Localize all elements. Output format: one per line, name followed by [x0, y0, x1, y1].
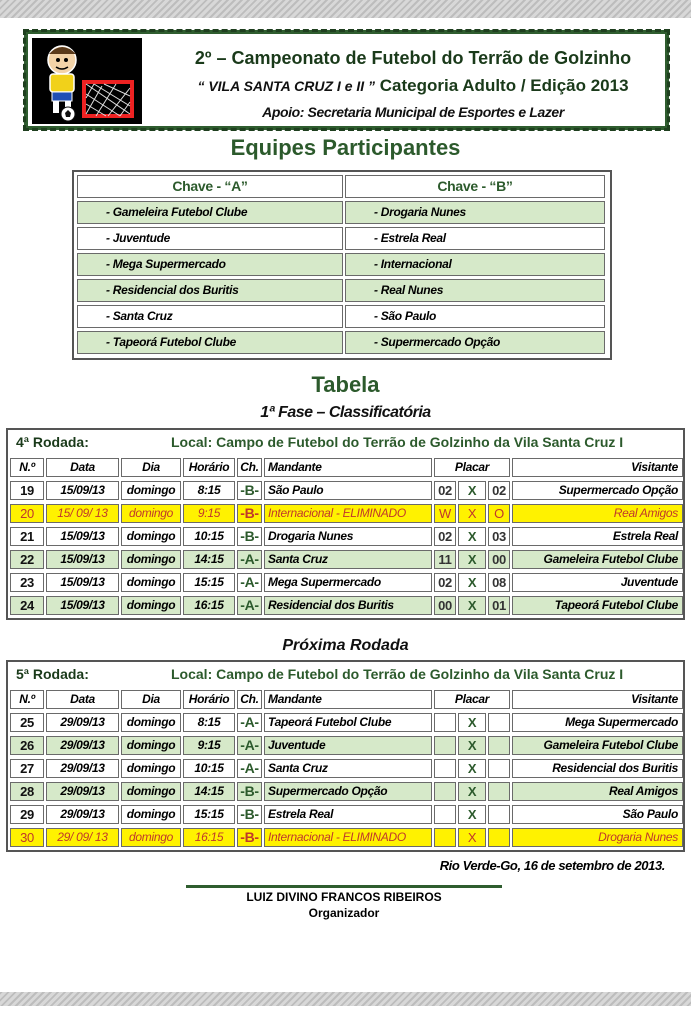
header-dia: Dia [121, 458, 181, 477]
header-ch: Ch. [237, 458, 262, 477]
cell-num: 19 [10, 481, 44, 500]
cell-ch: -B- [237, 527, 262, 546]
cell-hora: 8:15 [183, 713, 235, 732]
cell-s1: W [434, 504, 456, 523]
bottom-border-band [0, 992, 691, 1006]
team-a-3: - Mega Supermercado [77, 253, 343, 276]
header-visitante: Visitante [512, 690, 683, 709]
cell-visitante: Real Amigos [512, 782, 683, 801]
rodada-5-table [6, 660, 685, 852]
chave-a-header: Chave - “A” [77, 175, 343, 198]
cell-ch: -B- [237, 805, 262, 824]
team-a-6: - Tapeorá Futebol Clube [77, 331, 343, 354]
cell-visitante: Gameleira Futebol Clube [512, 550, 683, 569]
cell-data: 29/09/13 [46, 759, 119, 778]
cell-mandante: Supermercado Opção [264, 782, 432, 801]
cell-s2 [488, 828, 510, 847]
cell-mandante: Internacional - ELIMINADO [264, 504, 432, 523]
cell-num: 22 [10, 550, 44, 569]
cell-s1 [434, 805, 456, 824]
team-b-2: - Estrela Real [345, 227, 605, 250]
cell-x: X [458, 527, 486, 546]
support-line: Apoio: Secretaria Municipal de Esportes e Lazer [262, 104, 564, 120]
cell-visitante: Tapeorá Futebol Clube [512, 596, 683, 615]
cell-dia: domingo [121, 504, 181, 523]
cell-num: 20 [10, 504, 44, 523]
header-data: Data [46, 690, 119, 709]
cell-data: 15/09/13 [46, 550, 119, 569]
cell-s2 [488, 782, 510, 801]
cell-s1 [434, 828, 456, 847]
cell-x: X [458, 573, 486, 592]
cell-mandante: Drogaria Nunes [264, 527, 432, 546]
cell-data: 29/09/13 [46, 736, 119, 755]
footer-date: Rio Verde-Go, 16 de setembro de 2013. [439, 858, 665, 873]
cell-s2: 02 [488, 481, 510, 500]
cell-x: X [458, 713, 486, 732]
cell-s2: 01 [488, 596, 510, 615]
header-banner [24, 30, 669, 130]
team-b-1: - Drogaria Nunes [345, 201, 605, 224]
cell-s2 [488, 759, 510, 778]
vila-name: “ VILA SANTA CRUZ I e II ” [197, 78, 376, 94]
cell-mandante: Tapeorá Futebol Clube [264, 713, 432, 732]
header-placar: Placar [434, 458, 510, 477]
cell-dia: domingo [121, 573, 181, 592]
header-hora: Horário [183, 458, 235, 477]
cell-s1: 02 [434, 481, 456, 500]
cell-num: 27 [10, 759, 44, 778]
cell-s2 [488, 805, 510, 824]
cell-x: X [458, 759, 486, 778]
rodada-label: 4ª Rodada: [16, 434, 89, 450]
cell-dia: domingo [121, 550, 181, 569]
cell-num: 23 [10, 573, 44, 592]
cell-visitante: Real Amigos [512, 504, 683, 523]
cell-dia: domingo [121, 527, 181, 546]
cell-hora: 9:15 [183, 736, 235, 755]
team-b-3: - Internacional [345, 253, 605, 276]
cell-data: 15/09/13 [46, 596, 119, 615]
cell-data: 15/ 09/ 13 [46, 504, 119, 523]
team-a-2: - Juventude [77, 227, 343, 250]
rodada-label: 5ª Rodada: [16, 666, 89, 682]
cell-visitante: Drogaria Nunes [512, 828, 683, 847]
cell-s2 [488, 736, 510, 755]
cell-hora: 16:15 [183, 828, 235, 847]
cell-s1: 00 [434, 596, 456, 615]
cell-visitante: Residencial dos Buritis [512, 759, 683, 778]
cell-ch: -A- [237, 550, 262, 569]
cell-s1: 02 [434, 573, 456, 592]
cell-dia: domingo [121, 481, 181, 500]
cell-hora: 14:15 [183, 782, 235, 801]
cell-x: X [458, 596, 486, 615]
cell-s1 [434, 782, 456, 801]
cell-s1 [434, 736, 456, 755]
cell-num: 29 [10, 805, 44, 824]
header-mandante: Mandante [264, 690, 432, 709]
cell-dia: domingo [121, 805, 181, 824]
cell-mandante: Mega Supermercado [264, 573, 432, 592]
organizer-name: LUIZ DIVINO FRANCOS RIBEIROS [246, 890, 442, 904]
cell-hora: 10:15 [183, 759, 235, 778]
cell-data: 29/09/13 [46, 805, 119, 824]
cell-ch: -B- [237, 828, 262, 847]
cell-hora: 8:15 [183, 481, 235, 500]
rodada-local: Local: Campo de Futebol do Terrão de Golzinho da Vila Santa Cruz I [171, 434, 624, 450]
header-num: N.º [10, 690, 44, 709]
cell-data: 15/09/13 [46, 481, 119, 500]
header-num: N.º [10, 458, 44, 477]
cell-data: 29/09/13 [46, 782, 119, 801]
cell-num: 30 [10, 828, 44, 847]
cell-num: 24 [10, 596, 44, 615]
championship-title: 2º – Campeonato de Futebol do Terrão de Golzinho [194, 48, 632, 68]
cell-num: 28 [10, 782, 44, 801]
cell-x: X [458, 805, 486, 824]
header-ch: Ch. [237, 690, 262, 709]
signature-line [186, 885, 502, 888]
cell-hora: 14:15 [183, 550, 235, 569]
cell-visitante: Supermercado Opção [512, 481, 683, 500]
cell-ch: -A- [237, 573, 262, 592]
cell-dia: domingo [121, 782, 181, 801]
cell-mandante: Santa Cruz [264, 550, 432, 569]
cell-visitante: Estrela Real [512, 527, 683, 546]
cell-s2 [488, 713, 510, 732]
cell-dia: domingo [121, 736, 181, 755]
cell-s2: 03 [488, 527, 510, 546]
cell-x: X [458, 736, 486, 755]
cell-ch: -A- [237, 713, 262, 732]
cell-data: 29/09/13 [46, 713, 119, 732]
organizer-role: Organizador [308, 906, 380, 920]
team-a-5: - Santa Cruz [77, 305, 343, 328]
cell-visitante: Mega Supermercado [512, 713, 683, 732]
cell-ch: -A- [237, 736, 262, 755]
rodada-local: Local: Campo de Futebol do Terrão de Golzinho da Vila Santa Cruz I [171, 666, 624, 682]
team-b-6: - Supermercado Opção [345, 331, 605, 354]
cell-s2: O [488, 504, 510, 523]
teams-table [72, 170, 612, 360]
cell-hora: 16:15 [183, 596, 235, 615]
header-mandante: Mandante [264, 458, 432, 477]
cell-ch: -B- [237, 481, 262, 500]
cell-dia: domingo [121, 759, 181, 778]
cell-s1: 11 [434, 550, 456, 569]
cell-data: 15/09/13 [46, 527, 119, 546]
cell-hora: 15:15 [183, 805, 235, 824]
cell-data: 29/ 09/ 13 [46, 828, 119, 847]
chave-b-header: Chave - “B” [345, 175, 605, 198]
cell-visitante: Juventude [512, 573, 683, 592]
team-a-4: - Residencial dos Buritis [77, 279, 343, 302]
cell-x: X [458, 828, 486, 847]
cell-mandante: Juventude [264, 736, 432, 755]
cell-x: X [458, 481, 486, 500]
cell-s1 [434, 759, 456, 778]
cell-visitante: Gameleira Futebol Clube [512, 736, 683, 755]
cell-data: 15/09/13 [46, 573, 119, 592]
cell-dia: domingo [121, 828, 181, 847]
cell-mandante: Estrela Real [264, 805, 432, 824]
team-b-5: - São Paulo [345, 305, 605, 328]
soccer-kid-goal-icon [32, 38, 142, 124]
cell-visitante: São Paulo [512, 805, 683, 824]
cell-x: X [458, 782, 486, 801]
header-data: Data [46, 458, 119, 477]
equipes-title: Equipes Participantes [230, 135, 461, 160]
proxima-rodada-title: Próxima Rodada [282, 637, 409, 654]
cell-hora: 9:15 [183, 504, 235, 523]
championship-subtitle [158, 76, 668, 96]
cell-s2: 00 [488, 550, 510, 569]
cell-ch: -A- [237, 596, 262, 615]
cell-ch: -A- [237, 759, 262, 778]
cell-s1 [434, 713, 456, 732]
cell-mandante: Internacional - ELIMINADO [264, 828, 432, 847]
team-a-1: - Gameleira Futebol Clube [77, 201, 343, 224]
cell-dia: domingo [121, 713, 181, 732]
cell-dia: domingo [121, 596, 181, 615]
cell-x: X [458, 504, 486, 523]
header-dia: Dia [121, 690, 181, 709]
header-visitante: Visitante [512, 458, 683, 477]
cell-s1: 02 [434, 527, 456, 546]
rodada-4-table [6, 428, 685, 620]
cell-hora: 10:15 [183, 527, 235, 546]
fase-title: 1ª Fase – Classificatória [260, 404, 431, 421]
cell-s2: 08 [488, 573, 510, 592]
cell-mandante: São Paulo [264, 481, 432, 500]
cell-num: 26 [10, 736, 44, 755]
rodada-5-heading [8, 662, 683, 686]
cell-num: 21 [10, 527, 44, 546]
tabela-title: Tabela [311, 372, 380, 397]
header-placar: Placar [434, 690, 510, 709]
cell-num: 25 [10, 713, 44, 732]
category-edition: Categoria Adulto / Edição 2013 [379, 76, 629, 95]
team-b-4: - Real Nunes [345, 279, 605, 302]
cell-mandante: Santa Cruz [264, 759, 432, 778]
header-hora: Horário [183, 690, 235, 709]
cell-ch: -B- [237, 782, 262, 801]
top-border-band [0, 0, 691, 18]
rodada-4-heading [8, 430, 683, 454]
cell-mandante: Residencial dos Buritis [264, 596, 432, 615]
cell-hora: 15:15 [183, 573, 235, 592]
cell-ch: -B- [237, 504, 262, 523]
cell-x: X [458, 550, 486, 569]
